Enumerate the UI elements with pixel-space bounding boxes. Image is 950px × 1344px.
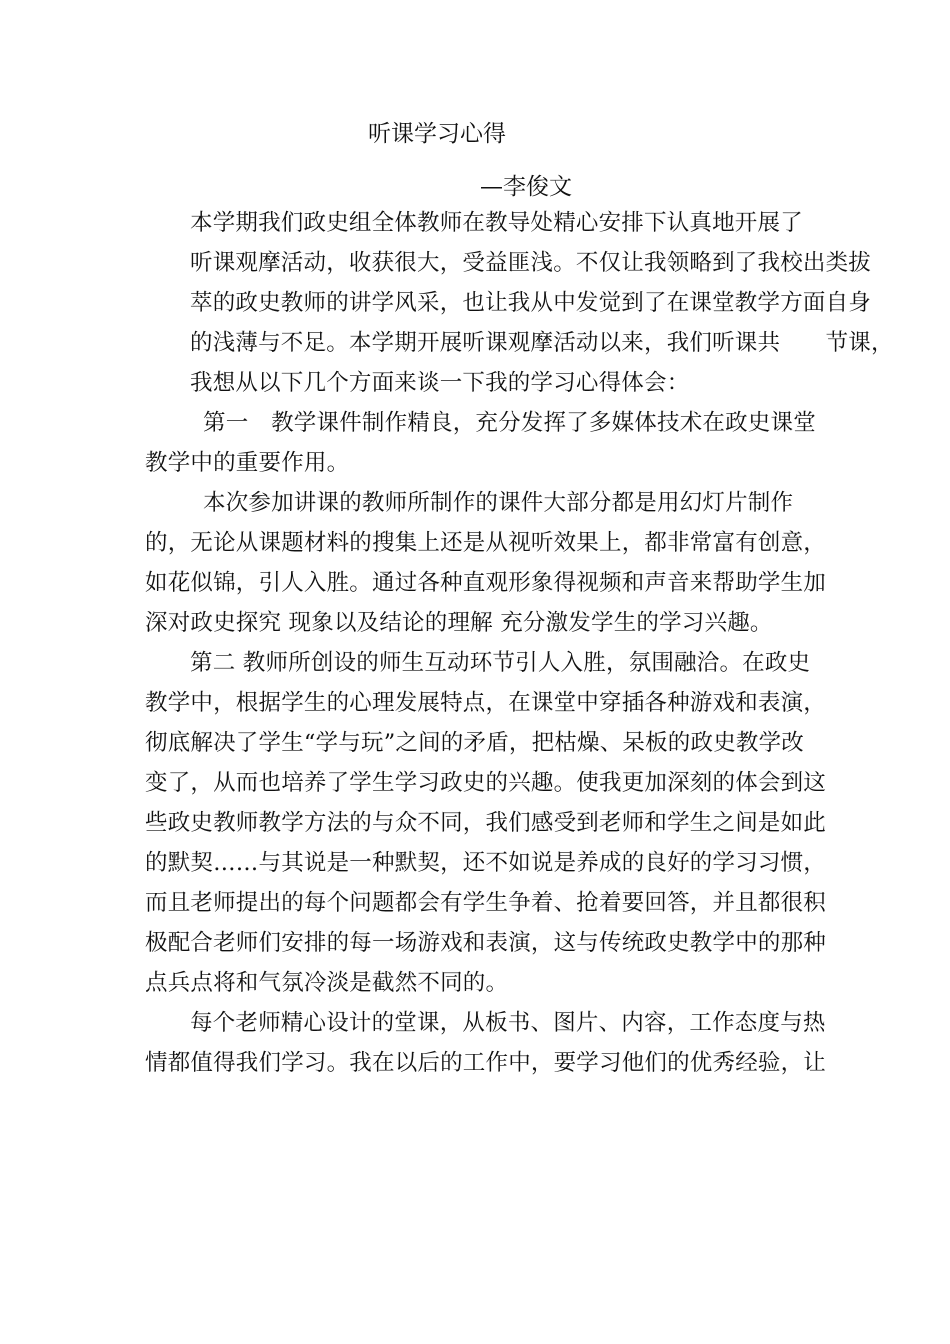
document-body [145, 203, 894, 1083]
text-line: 些政史教师教学方法的与众不同，我们感受到老师和学生之间是如此 [145, 810, 827, 836]
paragraph-courseware [145, 483, 827, 643]
text-line: 第一 教学课件制作精良，充分发挥了多媒体技术在政史课堂 [203, 410, 816, 436]
text-line: 彻底解决了学生“学与玩”之间的矛盾，把枯燥、呆板的政史教学改 [145, 730, 805, 756]
text-line: 深对政史探究 现象以及结论的理解 充分激发学生的学习兴趣。 [145, 610, 773, 636]
text-line: 而且老师提出的每个问题都会有学生争着、抢着要回答，并且都很积 [145, 890, 827, 916]
text-line: 每个老师精心设计的堂课，从板书、图片、内容，工作态度与热 [190, 1010, 826, 1036]
text-line: 变了，从而也培养了学生学习政史的兴趣。使我更加深刻的体会到这 [145, 770, 827, 796]
text-line: 教学中，根据学生的心理发展特点，在课堂中穿插各种游戏和表演， [145, 690, 827, 716]
text-line: 听课观摩活动，收获很大，受益匪浅。不仅让我领略到了我校出类拔 [190, 250, 872, 276]
paragraph-intro [145, 203, 894, 403]
text-line: 本次参加讲课的教师所制作的课件大部分都是用幻灯片制作 [203, 490, 794, 516]
text-line: 的，无论从课题材料的搜集上还是从视听效果上，都非常富有创意， [145, 530, 827, 556]
paragraph-point-two [145, 643, 827, 1003]
text-line: 教学中的重要作用。 [145, 450, 350, 476]
text-line: 情都值得我们学习。我在以后的工作中，要学习他们的优秀经验，让 [145, 1050, 827, 1076]
text-line: 第二 教师所创设的师生互动环节引人入胜，氛围融洽。在政史 [190, 650, 811, 676]
text-line: 的浅薄与不足。本学期开展听课观摩活动以来，我们听课共 节课， [190, 330, 894, 356]
text-line: 的默契……与其说是一种默契，还不如说是养成的良好的学习习惯， [145, 850, 827, 876]
text-line: 如花似锦，引人入胜。通过各种直观形象得视频和声音来帮助学生加 [145, 570, 827, 596]
text-line: 极配合老师们安排的每一场游戏和表演，这与传统政史教学中的那种 [145, 930, 827, 956]
paragraph-point-one [145, 403, 815, 483]
document-author: —李俊文 [480, 174, 572, 200]
text-line: 我想从以下几个方面来谈一下我的学习心得体会： [190, 370, 690, 396]
text-line: 点兵点将和气氛冷淡是截然不同的。 [145, 970, 509, 996]
paragraph-conclusion [145, 1003, 827, 1083]
text-line: 萃的政史教师的讲学风采，也让我从中发觉到了在课堂教学方面自身 [190, 290, 872, 316]
text-line: 本学期我们政史组全体教师在教导处精心安排下认真地开展了 [190, 210, 803, 236]
document-title: 听课学习心得 [368, 121, 506, 147]
